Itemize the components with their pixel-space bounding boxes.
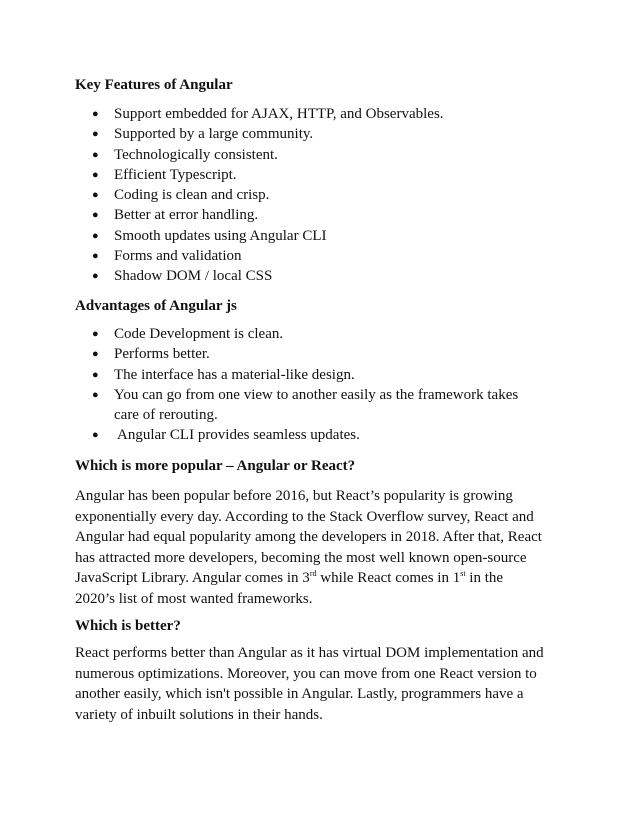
which-better-paragraph: React performs better than Angular as it has virtual DOM implementation and numerous optimizations. Moreover, you can move from one React version to another easily, which isn't possible in Angular. Lastly, programmers have a variety of inbuilt solutions in their hands.	[75, 645, 544, 723]
list-item: ● Supported by a large community.	[0, 124, 534, 144]
bullet-icon: ●	[92, 328, 99, 340]
list-item: ● Efficient Typescript.	[0, 165, 534, 185]
list-item: ● You can go from one view to another easily as the framework takes care of rerouting.	[92, 386, 519, 424]
list-item: ● Shadow DOM / local CSS	[0, 266, 534, 286]
bullet-icon: ●	[92, 270, 99, 283]
list-item: ● Technologically consistent.	[0, 145, 534, 165]
bullet-icon: ●	[92, 429, 99, 442]
list-item: ● Forms and validation	[0, 246, 534, 266]
bullet-icon: ●	[92, 128, 99, 141]
heading-key-features: Key Features of Angular	[75, 77, 233, 93]
list-item: ● Code Development is clean.	[0, 324, 534, 344]
bullet-icon: ●	[92, 108, 99, 120]
bullet-icon: ●	[92, 348, 99, 361]
bullet-icon: ●	[92, 368, 99, 381]
heading-popularity: Which is more popular – Angular or React?	[75, 458, 356, 474]
bullet-icon: ●	[92, 209, 99, 222]
popularity-paragraph: Angular has been popular before 2016, but React’s popularity is growing exponentially every day. According to the Stack Overflow survey, React and Angular had equal popularity among the developers in 2018. After that, React has attracted more developers, becoming the most well known open-source JavaScript Library. Angular comes in 3rd while React comes in 1st in the 2020’s list of most wanted frameworks.	[75, 488, 542, 607]
heading-advantages: Advantages of Angular js	[75, 298, 237, 314]
list-item: ● The interface has a material-like design.	[0, 365, 534, 385]
key-features-list	[0, 104, 534, 287]
bullet-icon: ●	[92, 148, 99, 161]
bullet-icon: ●	[92, 229, 99, 242]
bullet-icon: ●	[92, 189, 99, 202]
list-item: ● Coding is clean and crisp.	[0, 185, 534, 205]
list-item: ● Support embedded for AJAX, HTTP, and Observables.	[0, 104, 534, 124]
list-item: ● Angular CLI provides seamless updates.	[0, 425, 537, 445]
bullet-icon: ●	[92, 168, 99, 181]
heading-which-better: Which is better?	[75, 618, 181, 634]
advantages-list	[0, 324, 537, 446]
list-item: ● Smooth updates using Angular CLI	[0, 226, 534, 246]
bullet-icon: ●	[92, 388, 99, 401]
list-item: ● Performs better.	[0, 344, 534, 364]
list-item: ● Better at error handling.	[0, 205, 534, 225]
bullet-icon: ●	[92, 250, 99, 263]
